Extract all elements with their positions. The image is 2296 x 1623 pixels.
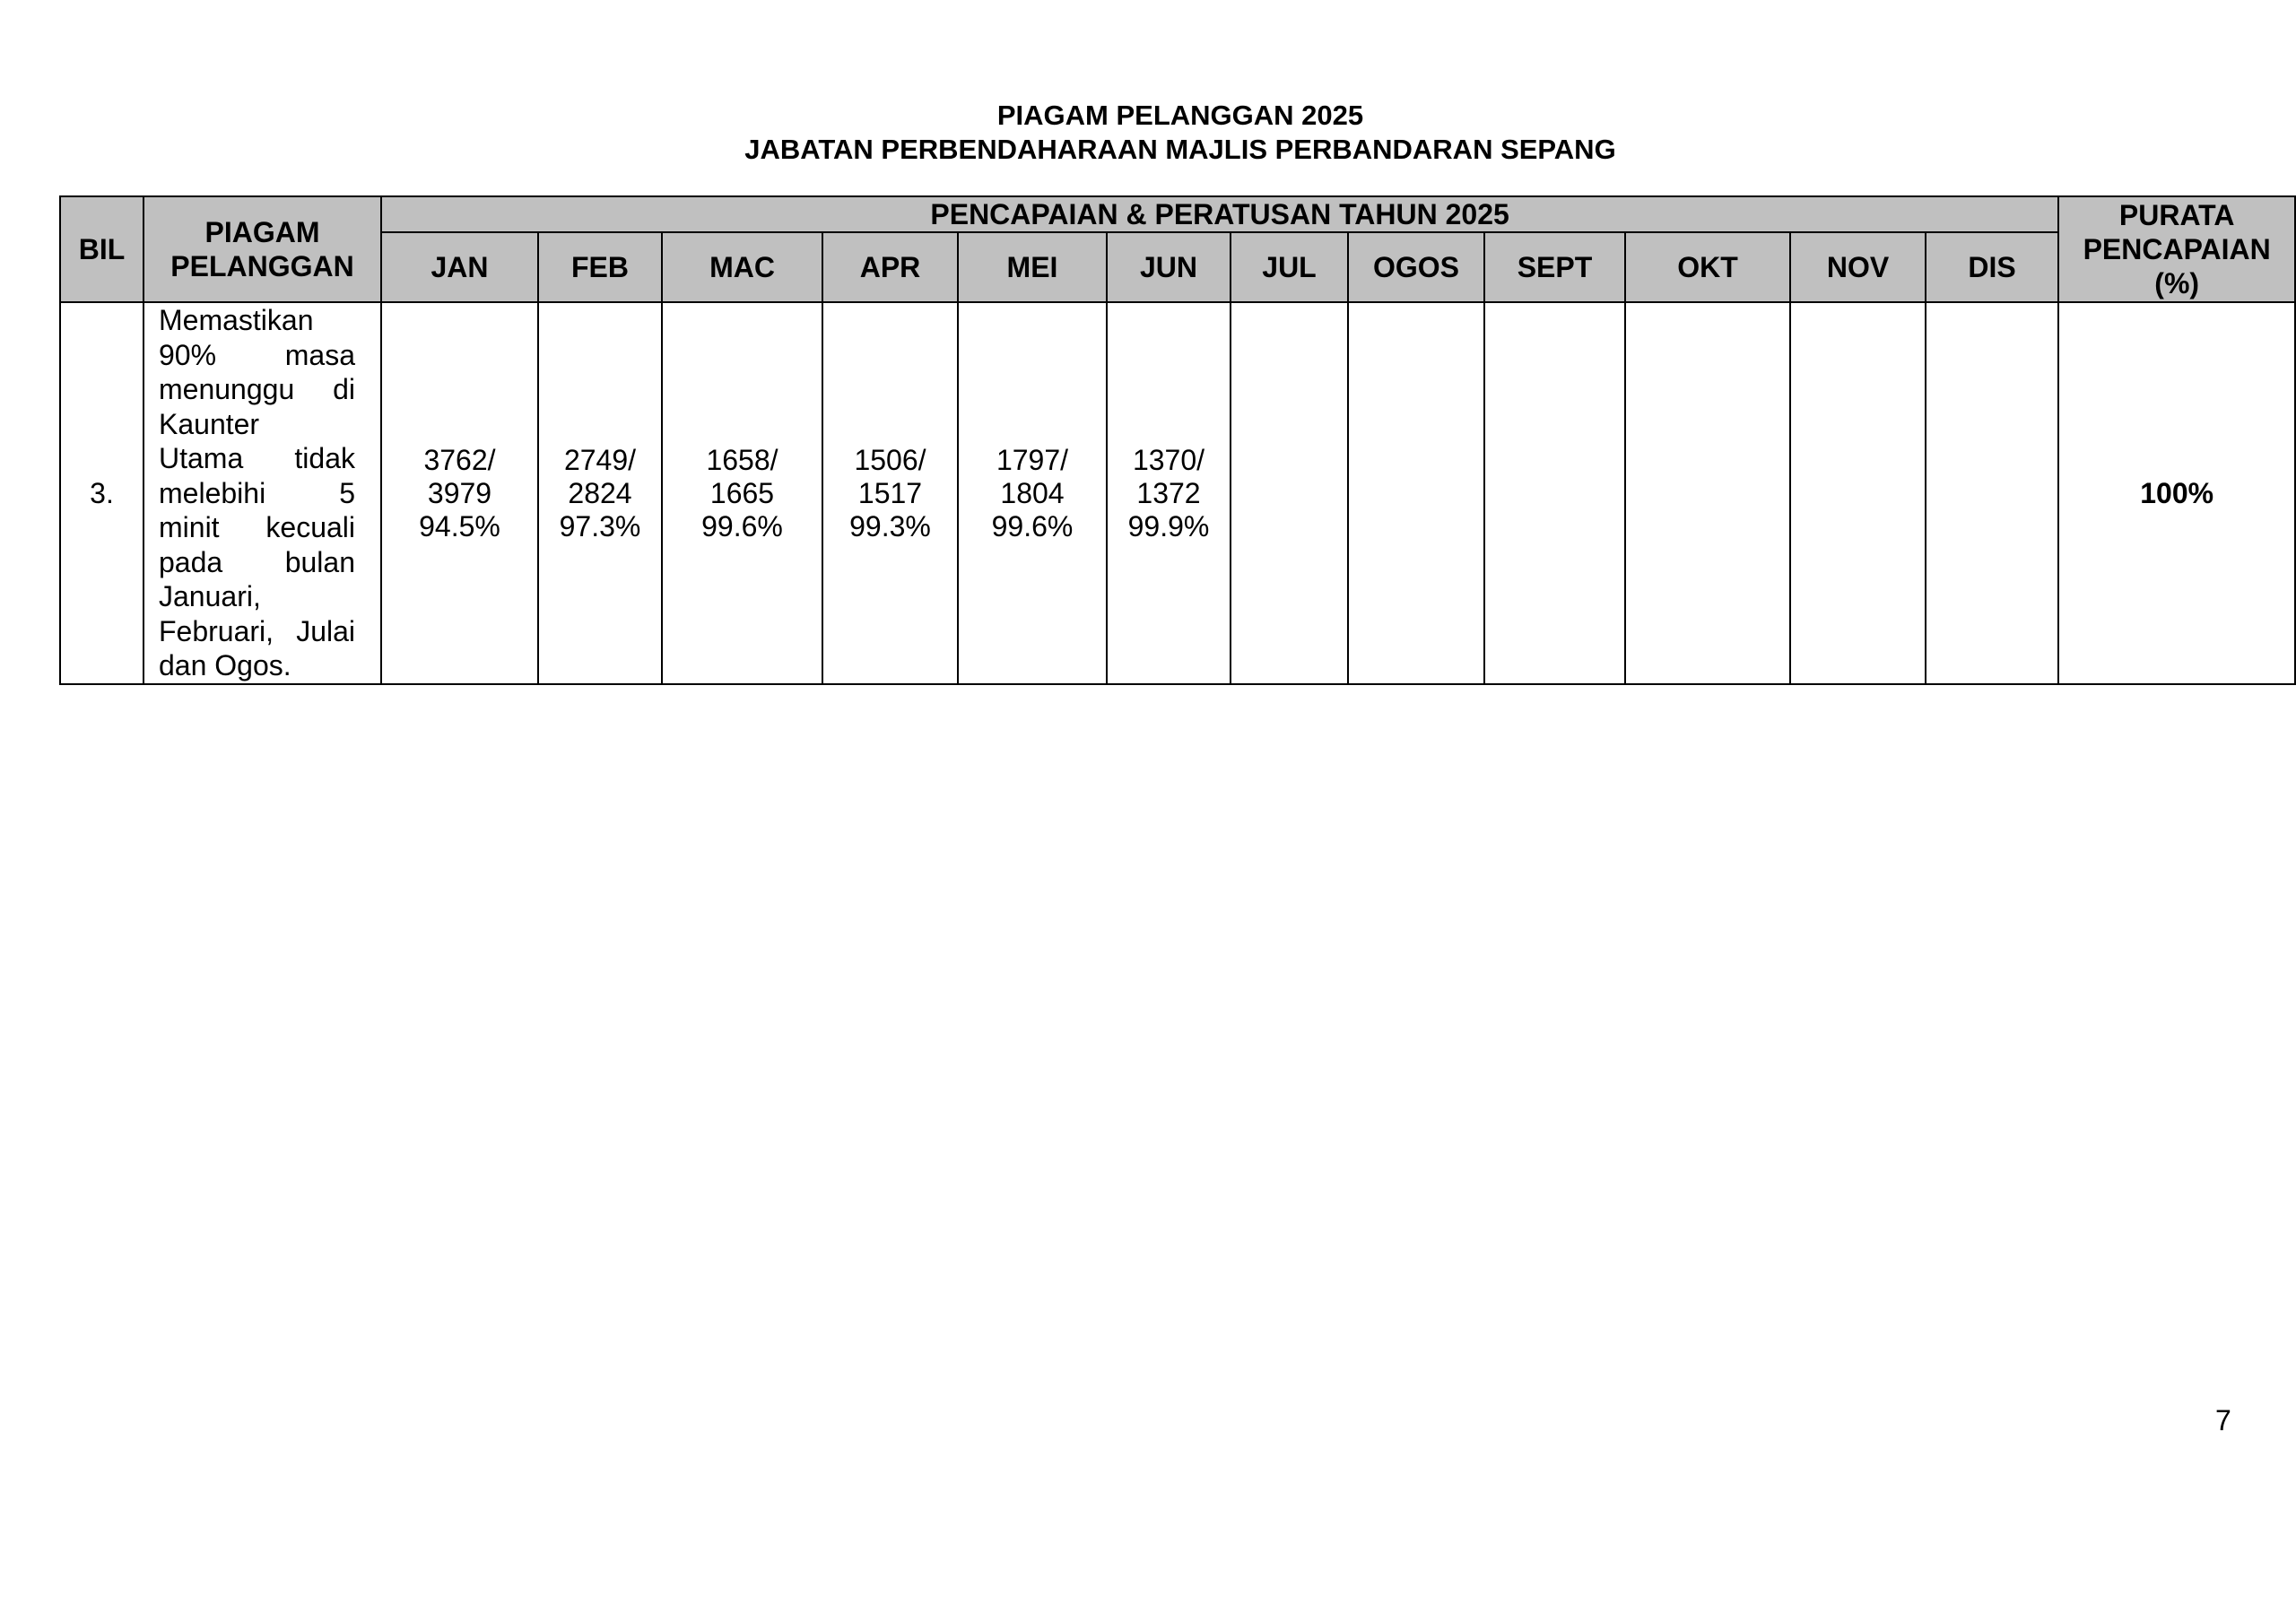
month-cell-sept: [1484, 302, 1625, 684]
description-line: 90% masa: [159, 338, 355, 371]
percent-value: 99.6%: [991, 509, 1074, 542]
description-line: Februari, Julai: [159, 614, 355, 647]
description-line: melebihi 5: [159, 476, 355, 509]
header-month: JUL: [1231, 232, 1348, 302]
header-period: PENCAPAIAN & PERATUSAN TAHUN 2025: [381, 196, 2058, 232]
month-cell-jul: [1231, 302, 1348, 684]
description-line: Kaunter: [159, 407, 260, 440]
achieved-value: 3762/: [423, 443, 496, 476]
header-charter: PIAGAM PELANGGAN: [144, 196, 381, 302]
description-line: pada bulan: [159, 545, 355, 578]
month-cell-feb: [538, 302, 662, 684]
header-row-months: [60, 232, 2295, 302]
document-header: [0, 99, 2296, 167]
header-month: FEB: [538, 232, 662, 302]
month-cell-apr: [822, 302, 958, 684]
header-average: PURATA PENCAPAIAN (%): [2058, 196, 2295, 302]
achieved-value: 1658/: [706, 443, 778, 476]
total-value: 1665: [709, 476, 775, 509]
achieved-value: 1506/: [854, 443, 926, 476]
document-title: PIAGAM PELANGGAN 2025: [996, 100, 1364, 131]
total-value: 1372: [1136, 476, 1201, 509]
description-line: Utama tidak: [159, 442, 355, 474]
achieved-value: 1370/: [1132, 443, 1205, 476]
header-bil: BIL: [60, 196, 144, 302]
description-line: dan Ogos.: [159, 649, 291, 681]
description-line: menunggu di: [159, 373, 355, 405]
total-value: 1517: [857, 476, 923, 509]
month-cell-ogos: [1348, 302, 1484, 684]
header-month: MAC: [662, 232, 822, 302]
percent-value: 99.9%: [1127, 509, 1210, 542]
percent-value: 99.3%: [849, 509, 931, 542]
header-row-top: [60, 196, 2295, 232]
page-number: 7: [2215, 1404, 2231, 1436]
document-subtitle: JABATAN PERBENDAHARAAN MAJLIS PERBANDARAN SEPANG: [744, 134, 1616, 165]
total-value: 3979: [427, 476, 492, 509]
header-month: DIS: [1926, 232, 2058, 302]
month-cell-okt: [1625, 302, 1790, 684]
header-month: NOV: [1790, 232, 1926, 302]
month-cell-dis: [1926, 302, 2058, 684]
table-row: [60, 302, 2295, 684]
month-cell-nov: [1790, 302, 1926, 684]
percent-value: 94.5%: [419, 509, 500, 542]
description-line: minit kecuali: [159, 511, 355, 543]
achieved-value: 1797/: [996, 443, 1069, 476]
month-cell-mei: [958, 302, 1107, 684]
header-month: OGOS: [1348, 232, 1484, 302]
row-average: 100%: [2058, 302, 2295, 684]
header-month: OKT: [1625, 232, 1790, 302]
row-charter-description: [144, 302, 381, 684]
total-value: 1804: [1000, 476, 1065, 509]
row-bil: 3.: [60, 302, 144, 684]
header-month: APR: [822, 232, 958, 302]
month-cell-jun: [1107, 302, 1231, 684]
achieved-value: 2749/: [563, 443, 637, 476]
customer-charter-table: [59, 195, 2296, 685]
month-cell-jan: [381, 302, 538, 684]
header-month: JUN: [1107, 232, 1231, 302]
percent-value: 97.3%: [559, 509, 641, 542]
month-cell-mac: [662, 302, 822, 684]
header-month: JAN: [381, 232, 538, 302]
header-month: MEI: [958, 232, 1107, 302]
header-month: SEPT: [1484, 232, 1625, 302]
percent-value: 99.6%: [701, 509, 783, 542]
description-line: Januari,: [159, 580, 261, 612]
total-value: 2824: [568, 476, 632, 509]
description-line: Memastikan: [159, 304, 314, 336]
